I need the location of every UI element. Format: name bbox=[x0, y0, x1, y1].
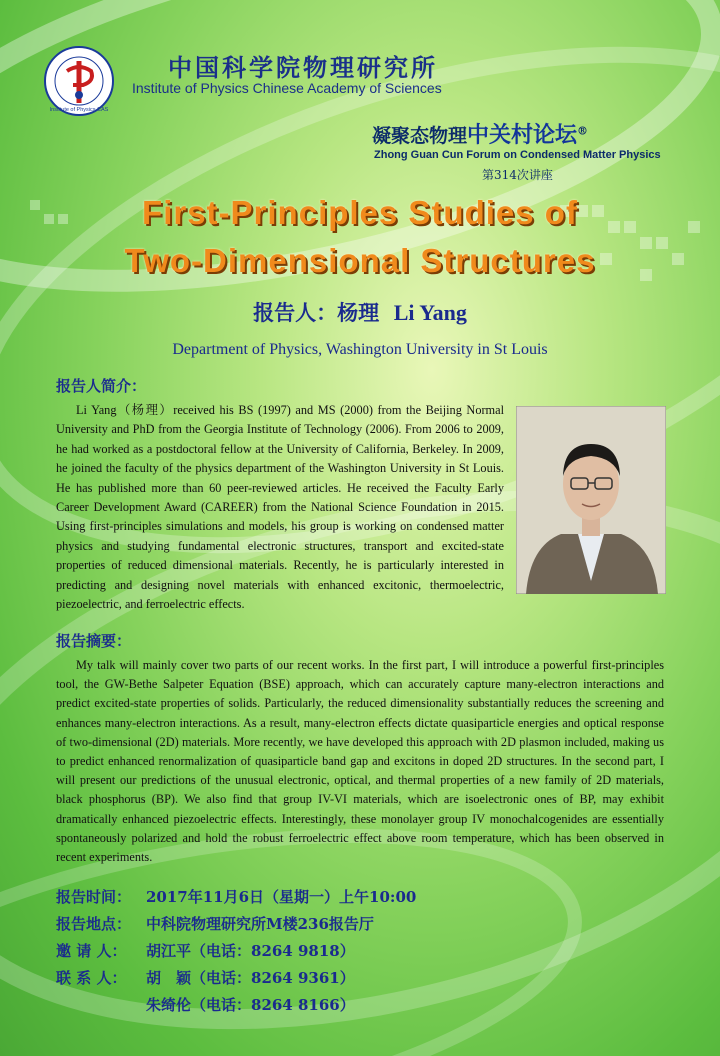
bio-text: Li Yang（杨理）received his BS (1997) and MS (2000) from the Beijing Normal University and PhD from the Georgia Institute of Technology (2006). From 2006 to 2009, he had worked as a postdoctoral fellow at the University of California, Berkeley. In 2009, he joined the faculty of the physics department of the Washington University in St Louis. He has published more than 60 peer-reviewed articles. He received the Faculty Early Career Development Award (CAREER) from the National Science Foundation in 2015. Using first-principles simulations and models, his group is working on condensed matter physics and studying fundamental electronic structures, transport and excited-state properties of reduced dimensional materials. Recently, he is particularly interested in predicting and designing novel materials with enhanced excitonic, thermoelectric, piezoelectric, and ferroelectric effects. bbox=[56, 403, 504, 612]
bio-heading: 报告人简介： bbox=[56, 377, 147, 395]
host: 邀 请 人： 胡江平（电话：8264 9818） bbox=[56, 942, 355, 960]
contact-second: 朱绮伦（电话：8264 8166） bbox=[146, 996, 355, 1014]
talk-time: 报告时间： 2017年11月6日（星期一）上午10:00 bbox=[56, 888, 417, 906]
abstract-text: My talk will mainly cover two parts of our recent works. In the first part, I will introduce a powerful first-principles tool, the GW-Bethe Salpeter Equation (BSE) approach, which can accurately capture many-electron interactions and predict excited-state properties of solids. Particularly, the reduced dimensionality substantially reduces the screening and enhances many-electron interactions. As a result, many-electron effects dictate quasiparticle energies and optical response of two-dimensional (2D) materials. More recently, we have developed this approach with 2D plasmon included, making us to predict enhanced renormalization of quasiparticle band gap and excitons in doped 2D structures. In the second part, I will present our predictions of the unusual electronic, optical, and thermal properties of a new family of 2D materials, black phosphorus (BP). We also find that group IV-VI materials, which are isoelectronic ones of BP, may exhibit dramatically enhanced piezoelectric effects. Interestingly, these monolayer group IV monochalcogenides are essentially spontaneously polarized and hold the robust ferroelectric effect above room temperature, which has been observed in recent experiments. bbox=[56, 658, 664, 865]
forum-name-en: Zhong Guan Cun Forum on Condensed Matter Physics bbox=[374, 149, 661, 161]
talk-title-line1: First-Principles Studies of bbox=[142, 194, 578, 231]
speaker-photo bbox=[516, 406, 666, 594]
contact: 联 系 人： 胡 颖（电话：8264 9361） bbox=[56, 969, 355, 987]
speaker-name: 报告人：杨理 Li Yang bbox=[253, 300, 467, 325]
institute-logo bbox=[43, 45, 115, 117]
speaker-affiliation: Department of Physics, Washington University in St Louis bbox=[172, 341, 548, 358]
institute-name-en: Institute of Physics Chinese Academy of Sciences bbox=[132, 80, 442, 96]
abstract-heading: 报告摘要： bbox=[56, 632, 132, 650]
talk-title-line2: Two-Dimensional Structures bbox=[124, 242, 596, 279]
talk-place: 报告地点： 中科院物理研究所M楼236报告厅 bbox=[56, 915, 374, 933]
institute-name-cn: 中国科学院物理研究所 bbox=[168, 53, 438, 82]
forum-name-cn: 凝聚态物理中关村论坛® bbox=[372, 122, 589, 148]
lecture-number: 第314次讲座 bbox=[482, 168, 553, 182]
svg-text:Institute of Physics CAS: Institute of Physics CAS bbox=[49, 107, 109, 113]
